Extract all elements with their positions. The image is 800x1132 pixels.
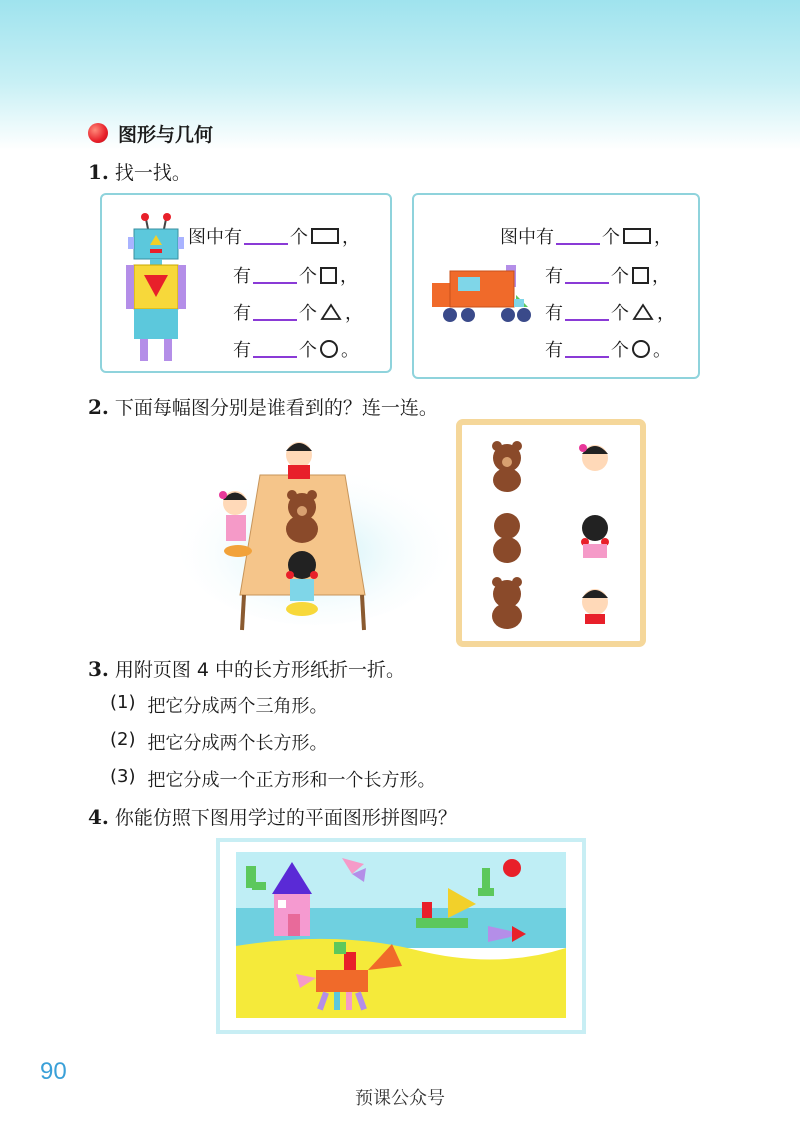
- robot-line-triangle: 有 个 ，: [233, 303, 363, 324]
- circle-shape-icon: [320, 340, 338, 358]
- rectangle-shape-icon: [311, 228, 339, 244]
- question-1-title: [88, 158, 191, 185]
- triangle-shape-icon: [320, 303, 342, 321]
- robot-line-square: 有 个 ，: [233, 266, 358, 287]
- red-dot-icon: [88, 123, 108, 143]
- q3-item-1: (1) 把它分成两个三角形。: [110, 692, 328, 717]
- circle-shape-icon: [632, 340, 650, 358]
- question-2-title: [88, 393, 438, 420]
- question-4-title: [88, 803, 457, 830]
- robot-line-rect: 图中有 个 ，: [188, 227, 360, 248]
- square-shape-icon: [320, 267, 337, 284]
- answer-blank[interactable]: [253, 266, 297, 284]
- train-line-square: 有 个 ，: [545, 266, 670, 287]
- robot-illustration: [120, 205, 190, 365]
- answer-blank[interactable]: [565, 303, 609, 321]
- table-scene-illustration: [180, 425, 450, 640]
- train-card: [412, 193, 700, 379]
- train-line-circle: 有 个 。: [545, 340, 671, 361]
- answer-blank[interactable]: [253, 303, 297, 321]
- robot-line-circle: 有 个 。: [233, 340, 359, 361]
- question-number: 1.: [88, 160, 109, 184]
- section-heading: [88, 120, 213, 146]
- triangle-shape-icon: [632, 303, 654, 321]
- shape-collage-picture: [216, 838, 586, 1034]
- answer-blank[interactable]: [253, 340, 297, 358]
- question-number: 4.: [88, 805, 109, 829]
- answer-blank[interactable]: [556, 227, 600, 245]
- square-shape-icon: [632, 267, 649, 284]
- answer-blank[interactable]: [565, 266, 609, 284]
- question-3-title: [88, 655, 405, 682]
- answer-blank[interactable]: [565, 340, 609, 358]
- rectangle-shape-icon: [623, 228, 651, 244]
- views-frame-illustration: [455, 418, 647, 648]
- watermark-text: 预课公众号: [355, 1088, 445, 1109]
- question-text: 你能仿照下图用学过的平面图形拼图吗？: [114, 807, 457, 829]
- train-line-rect: 图中有 个 ，: [500, 227, 672, 248]
- question-number: 2.: [88, 395, 109, 419]
- train-line-triangle: 有 个 ，: [545, 303, 675, 324]
- train-illustration: [428, 261, 540, 331]
- q3-item-3: (3) 把它分成一个正方形和一个长方形。: [110, 766, 436, 791]
- q3-item-2: (2) 把它分成两个长方形。: [110, 729, 328, 754]
- question-text: 下面每幅图分别是谁看到的？连一连。: [114, 397, 438, 419]
- question-text: 用附页图 4 中的长方形纸折一折。: [114, 659, 406, 681]
- question-number: 3.: [88, 657, 109, 681]
- answer-blank[interactable]: [244, 227, 288, 245]
- page-number: 90: [40, 1058, 67, 1085]
- question-text: 找一找。: [114, 162, 191, 184]
- robot-card: [100, 193, 392, 373]
- section-title: 图形与几何: [118, 123, 214, 146]
